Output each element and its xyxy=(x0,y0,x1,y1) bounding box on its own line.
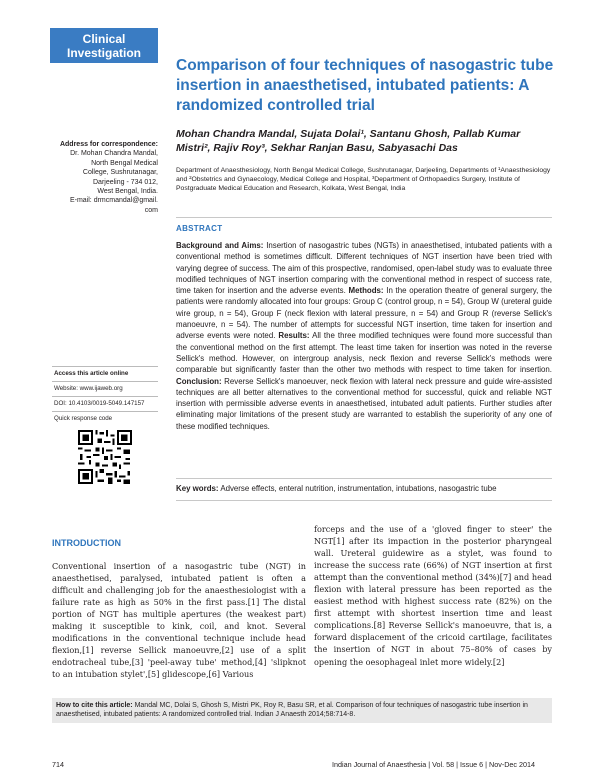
article-title: Comparison of four techniques of nasogastric tube insertion in anaesthetised, intubated patients: A randomized controlled trial xyxy=(176,57,554,114)
badge-line1: Clinical xyxy=(82,32,126,46)
correspondence-block xyxy=(58,140,158,215)
correspondence-label: Address for correspondence: xyxy=(59,141,158,148)
citation-label: How to cite this article: xyxy=(56,702,133,709)
intro-heading: INTRODUCTION xyxy=(52,538,121,548)
intro-column-1: Conventional insertion of a nasogastric tube (NGT) in anaesthetised, paralysed, intubated patient is often a difficult and challenging job for the anaesthesiologist with a failure rate as high as 50% in the first pass.[1] The distal portion of NGT has multiple apertures (the weakest part) making it susceptible to kink, coil, and knot. Several modifications in the conventional technique include head flexion,[1] reverse Sellick manoeuvre,[2] use of a split endotracheal tube,[3] 'peel-away tube' method,[4] 'slipknot to an intubation stylet',[5] glidescope,[6] Various xyxy=(52,561,306,680)
abstract-body xyxy=(176,240,552,432)
correspondence-email[interactable]: E-mail: drmcmandal@gmail. xyxy=(69,197,158,205)
correspondence-line: North Bengal Medical xyxy=(91,159,158,167)
citation-box xyxy=(52,698,552,723)
abstract-top-rule xyxy=(176,217,552,218)
background-text: Insertion of nasogastric tubes (NGTs) in anaesthetised, intubated patients with a conventional method is sometimes difficult. Different techniques of NGT insertion have been tried with varying degree of success. The aim of this prospective, randomised, open-label study was to evaluate three modified techniques of NGT insertion comparing with the conventional method in respect of success rate, time taken for insertion and the adverse events. xyxy=(176,241,552,296)
background-label: Background and Aims: xyxy=(176,241,264,250)
author-list: Mohan Chandra Mandal, Sujata Dolai¹, Santanu Ghosh, Pallab Kumar Mistri², Rajiv Roy³, Sekhar Ranjan Basu, Sabyasachi Das xyxy=(176,128,521,154)
correspondence-line: com xyxy=(144,206,158,214)
affiliations: Department of Anaesthesiology, North Bengal Medical College, Sushrutanagar, Darjeeling, Departments of ¹Anaesthesiology and ²Obstetrics and Gynaecology, Medical College and Hospital, ³Department of Orthopaedics Surgery, Institute of Postgraduate Medical Education and Research, Kolkata, West Bengal, India xyxy=(176,167,551,193)
methods-text: In the operation theatre of general surgery, the patients were randomly allocated into four groups: Group C (control group, n = 54), Group W (ureteral guide wire group, n = 54), Group F (neck flexion with lateral pressure, n = 54) and Group R (reverse Sellick's manoeuvre, n = 54). The number of attempts for successful NGT insertion, time taken for insertion and adverse events were noted. xyxy=(176,286,552,341)
access-box xyxy=(52,366,158,426)
access-website[interactable]: Website: www.ijaweb.org xyxy=(52,382,158,397)
qr-code-image[interactable] xyxy=(78,430,132,484)
keywords-bottom-rule xyxy=(176,500,552,501)
correspondence-line: Dr. Mohan Chandra Mandal, xyxy=(70,150,158,158)
access-heading: Access this article online xyxy=(52,367,158,382)
correspondence-line: West Bengal, India. xyxy=(97,188,158,196)
keywords-label: Key words: xyxy=(176,484,219,493)
section-badge xyxy=(50,28,158,63)
keywords-text: Adverse effects, enteral nutrition, instrumentation, intubations, nasogastric tube xyxy=(220,484,497,493)
citation-text: Mandal MC, Dolai S, Ghosh S, Mistri PK, Roy R, Basu SR, et al. Comparison of four techniques of nasogastric tube insertion in anaesthetised, intubated patients: A randomized controlled trial. Indian J Anaesth 2014;58:714-8. xyxy=(56,702,528,719)
intro-column-2: forceps and the use of a 'gloved finger to steer' the NGT[1] after its impaction in the posterior pharyngeal wall. Ureteral guidewire as a stylet, was found to increase the success rate (66%) of NGT insertion at first attempt than the conventional method (34%)[7] and head flexion with lateral pressure has been reported as the easiest method with highest success rate (82%) on the first attempt with shortest insertion time and least complications.[8] Reverse Sellick's manoeuvre, that is, a forward displacement of the cricoid cartilage, facilitates the insertion of NGT in about 75–80% of cases by opening the oesophageal inlet more widely.[2] xyxy=(314,524,552,667)
correspondence-line: Darjeeling - 734 012, xyxy=(93,178,158,186)
correspondence-line: College, Sushrutanagar, xyxy=(82,169,158,177)
access-doi[interactable]: DOI: 10.4103/0019-5049.147157 xyxy=(52,397,158,412)
results-text: All the three modified techniques were found more successful than the conventional method on the first attempt. The least time taken for insertion was noted in the reverse Sellick's method. However, on intergroup analysis, neck flexion and reverse Sellick's methods were comparable but significantly faster than the other two methods with respect to time taken for insertion. xyxy=(176,331,552,375)
conclusion-label: Conclusion: xyxy=(176,376,222,386)
keywords xyxy=(176,483,556,494)
journal-footer: Indian Journal of Anaesthesia | Vol. 58 | Issue 6 | Nov-Dec 2014 xyxy=(332,760,535,769)
badge-line2: Investigation xyxy=(66,46,141,60)
qr-label: Quick response code xyxy=(54,415,113,422)
conclusion-text: Reverse Sellick's manoeuver, neck flexion with lateral neck pressure and guide wire-assisted techniques are all better alternatives to the conventional method for successful, quick and reliable NGT insertion with permissible adverse events in anaesthetised, intubated adult patients. Further studies after eliminating major limitations of the present study are warranted to establish the superiority of any one of these modified techniques. xyxy=(176,376,552,431)
abstract-heading: ABSTRACT xyxy=(176,224,223,233)
methods-label: Methods: xyxy=(348,286,384,296)
page-number: 714 xyxy=(52,760,64,769)
results-label: Results: xyxy=(278,331,310,341)
keywords-top-rule xyxy=(176,478,552,479)
